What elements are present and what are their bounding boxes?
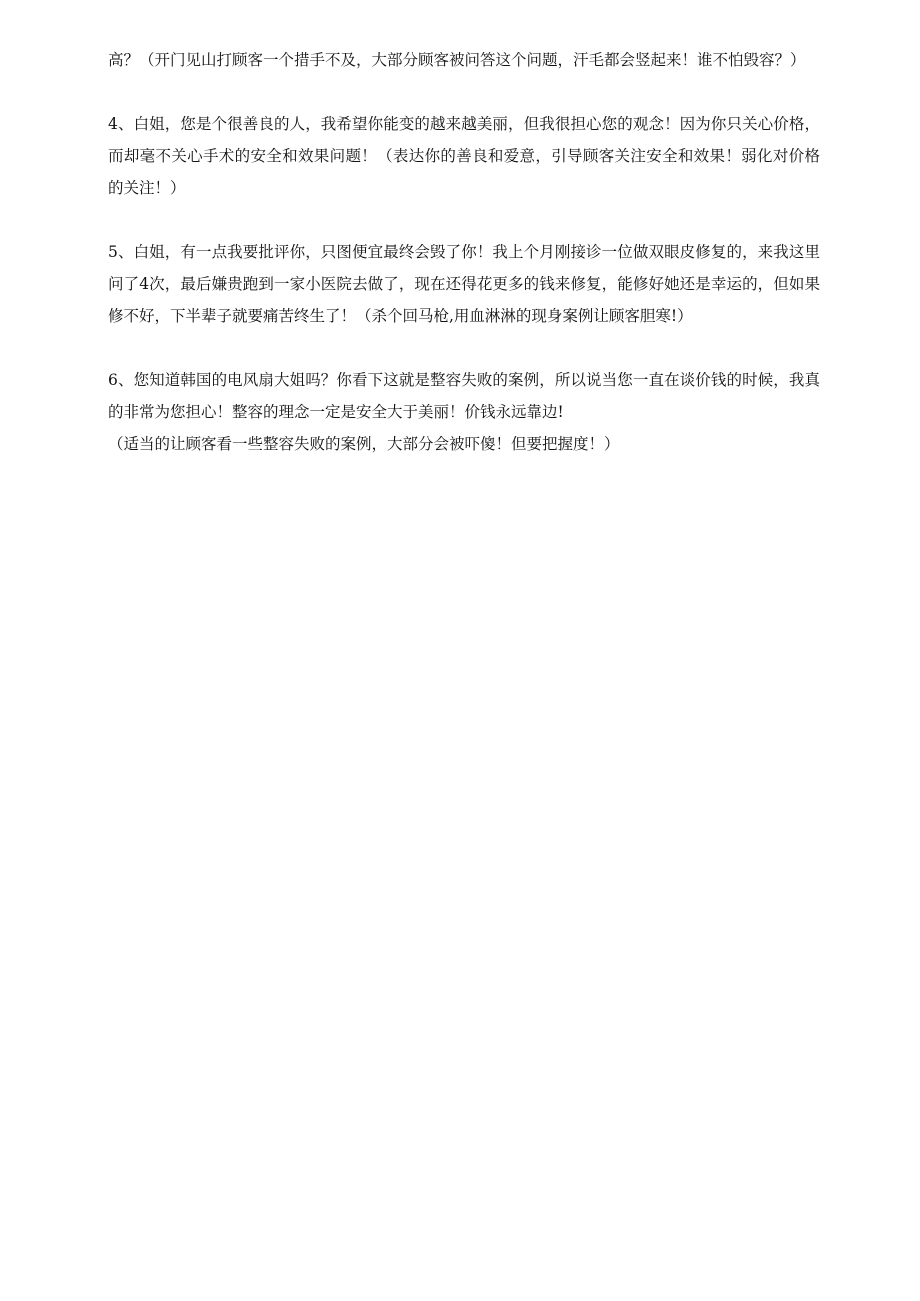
paragraph-continuation (108, 44, 820, 76)
paragraph-item-6 (108, 364, 820, 460)
paragraph-item-5 (108, 236, 820, 332)
paragraph-item-4 (108, 108, 820, 204)
paragraph-line: 4、白姐，您是个很善良的人，我希望你能变的越来越美丽，但我很担心您的观念！因为你只关心价格，而却毫不关心手术的安全和效果问题！（表达你的善良和爱意，引导顾客关注安全和效果！弱化对价格的关注！） (108, 115, 820, 197)
document-body (108, 44, 820, 492)
paragraph-note-line: （适当的让顾客看一些整容失败的案例，大部分会被吓傻！但要把握度！） (108, 435, 620, 453)
paragraph-line: 6、您知道韩国的电风扇大姐吗？你看下这就是整容失败的案例，所以说当您一直在谈价钱的时候，我真的非常为您担心！整容的理念一定是安全大于美丽！价钱永远靠边! (108, 371, 820, 421)
paragraph-line: 5、白姐，有一点我要批评你，只图便宜最终会毁了你！我上个月刚接诊一位做双眼皮修复的，来我这里问了4次，最后嫌贵跑到一家小医院去做了，现在还得花更多的钱来修复，能修好她还是幸运的，但如果修不好，下半辈子就要痛苦终生了！（杀个回马枪,用血淋淋的现身案例让顾客胆寒!） (108, 243, 820, 325)
paragraph-line: 高？（开门见山打顾客一个措手不及，大部分顾客被问答这个问题，汗毛都会竖起来！谁不怕毁容？） (108, 51, 806, 69)
